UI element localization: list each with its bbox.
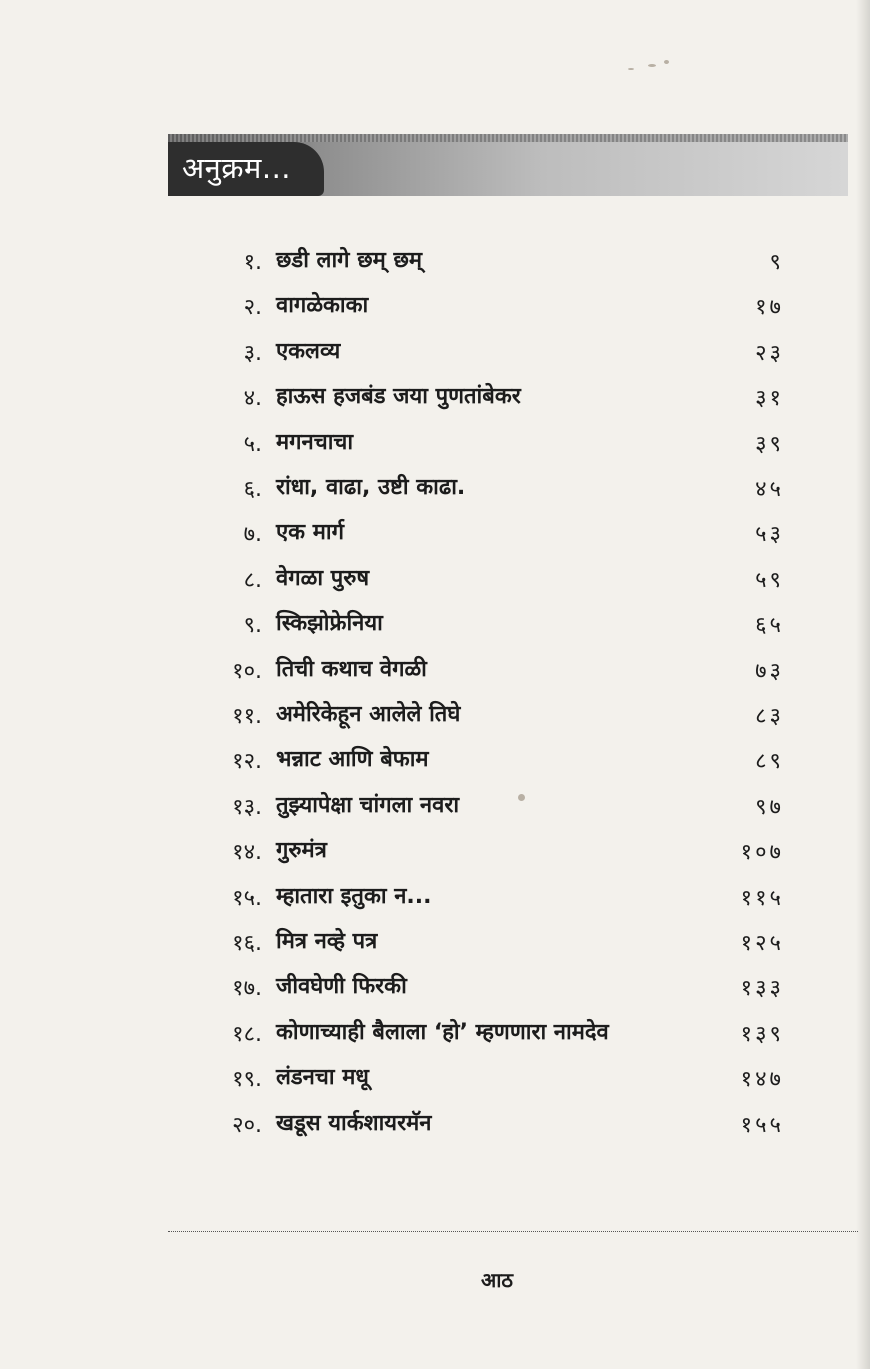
- toc-entry-title: भन्नाट आणि बेफाम: [276, 747, 429, 773]
- toc-entry-title: एकलव्य: [276, 338, 341, 364]
- toc-entry-title: कोणाच्याही बैलाला ‘हो’ म्हणणारा नामदेव: [276, 1019, 609, 1045]
- toc-entry: [0, 876, 870, 922]
- toc-entry-page: ५९: [755, 567, 784, 593]
- toc-entry-page: ३१: [755, 386, 784, 412]
- toc-entry: [0, 603, 870, 649]
- toc-entry: [0, 785, 870, 831]
- toc-entry-title: रांधा, वाढा, उष्टी काढा.: [276, 475, 466, 500]
- toc-entry-title: छडी लागे छम् छम्: [276, 248, 423, 273]
- toc-entry-page: ११५: [740, 885, 784, 911]
- toc-entry-title: खडूस यार्कशायरमॅन: [276, 1110, 432, 1136]
- footer-divider: [168, 1231, 858, 1232]
- toc-entry-title: स्किझोफ्रेनिया: [276, 611, 383, 637]
- toc-entry-page: ७३: [755, 658, 784, 684]
- toc-entry-title: हाऊस हजबंड जया पुणतांबेकर: [276, 384, 521, 410]
- toc-entry-number: १०.: [232, 658, 262, 684]
- toc-entry-title: लंडनचा मधू: [276, 1065, 369, 1091]
- ink-speck: [648, 64, 656, 67]
- toc-entry: [0, 376, 870, 422]
- toc-entry-page: ८३: [755, 704, 784, 729]
- toc-entry-title: तिची कथाच वेगळी: [276, 656, 427, 682]
- page-title: अनुक्रम...: [182, 151, 292, 185]
- toc-entry-number: १२.: [232, 749, 262, 775]
- toc-entry: [0, 1057, 870, 1103]
- ink-speck: [628, 68, 634, 70]
- toc-entry-number: १८.: [232, 1021, 262, 1047]
- toc-entry-page: १३३: [740, 976, 784, 1002]
- toc-entry-number: १५.: [232, 885, 262, 911]
- toc-entry: [0, 512, 870, 558]
- toc-entry: [0, 649, 870, 695]
- toc-entry: [0, 422, 870, 468]
- toc-entry: [0, 240, 870, 286]
- toc-entry-page: २३: [755, 340, 784, 366]
- toc-entry: [0, 1103, 870, 1149]
- toc-entry-number: ५.: [243, 431, 262, 457]
- toc-entry: [0, 1012, 870, 1058]
- ink-speck: [664, 60, 669, 64]
- toc-entry-title: वेगळा पुरुष: [276, 565, 370, 591]
- toc-entry-number: ७.: [243, 522, 262, 548]
- toc-entry-page: १२५: [740, 931, 784, 956]
- toc-entry-page: १३९: [740, 1021, 784, 1047]
- toc-entry-title: गुरुमंत्र: [276, 838, 327, 864]
- toc-entry-title: वागळेकाका: [276, 293, 369, 319]
- toc-entry-number: १७.: [232, 976, 262, 1002]
- toc-entry-number: ९.: [243, 613, 262, 639]
- toc-entry-title: जीवघेणी फिरकी: [276, 974, 407, 1000]
- toc-entry-title: मित्र नव्हे पत्र: [276, 929, 378, 954]
- toc-entry-number: १.: [243, 250, 262, 275]
- toc-entry-number: ६.: [243, 477, 262, 502]
- toc-entry: [0, 739, 870, 785]
- toc-entry-title: तुझ्यापेक्षा चांगला नवरा: [276, 792, 460, 818]
- toc-entry-number: ३.: [243, 340, 262, 366]
- toc-entry-page: ५३: [755, 522, 784, 548]
- toc-entry-page: ४५: [755, 477, 784, 502]
- toc-entry-page: १४७: [740, 1067, 784, 1093]
- toc-entry: [0, 694, 870, 740]
- toc-entry-number: १३.: [232, 794, 262, 820]
- toc-entry: [0, 558, 870, 604]
- toc-entry-number: १६.: [232, 931, 262, 956]
- toc-entry: [0, 331, 870, 377]
- toc-entry: [0, 830, 870, 876]
- toc-entry: [0, 966, 870, 1012]
- toc-entry-title: मगनचाचा: [276, 429, 354, 455]
- toc-entry-title: म्हातारा इतुका न...: [276, 883, 432, 909]
- toc-entry-page: १७: [755, 295, 784, 321]
- toc-entry-page: ९: [769, 250, 784, 275]
- toc-entry-title: अमेरिकेहून आलेले तिघे: [276, 702, 461, 727]
- toc-entry-page: ८९: [755, 749, 784, 775]
- toc-entry: [0, 467, 870, 513]
- toc-entry-number: १४.: [232, 840, 262, 866]
- toc-entry-page: १५५: [740, 1112, 784, 1138]
- toc-entry: [0, 921, 870, 967]
- toc-entry-page: १०७: [740, 840, 784, 866]
- toc-entry-number: १९.: [232, 1067, 262, 1093]
- toc-entry-title: एक मार्ग: [276, 520, 344, 546]
- toc-entry-number: २०.: [232, 1112, 262, 1138]
- toc-entry-number: ८.: [243, 567, 262, 593]
- toc-entry-number: २.: [243, 295, 262, 321]
- toc-entry: [0, 285, 870, 331]
- toc-entry-page: ६५: [755, 613, 784, 639]
- toc-entry-number: ११.: [232, 704, 262, 729]
- toc-entry-number: ४.: [243, 386, 262, 412]
- page-number: आठ: [480, 1268, 514, 1292]
- toc-entry-page: ३९: [755, 431, 784, 457]
- toc-entry-page: ९७: [755, 794, 784, 820]
